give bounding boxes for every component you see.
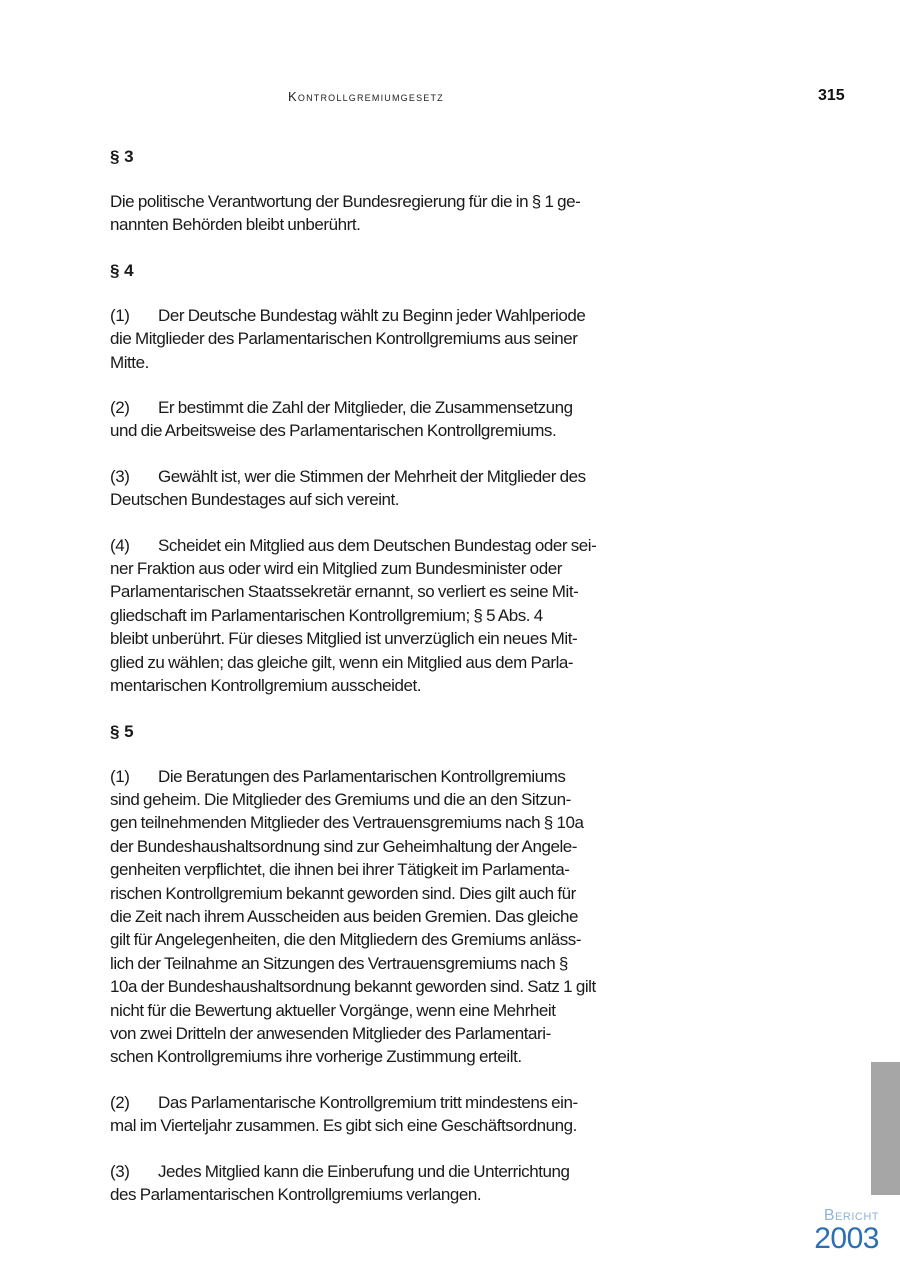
line-text: ner Fraktion aus oder wird ein Mitglied zum Bundesminister oder [110, 559, 562, 579]
line-text: lich der Teilnahme an Sitzungen des Vertrauensgremiums nach § [110, 953, 568, 973]
paragraph [110, 190, 666, 237]
line-text: gilt für Angelegenheiten, die den Mitgliedern des Gremiums anläss- [110, 930, 582, 950]
text-line [110, 952, 666, 975]
line-text: Jedes Mitglied kann die Einberufung und die Unterrichtung [158, 1161, 570, 1181]
line-text: die Zeit nach ihrem Ausscheiden aus beiden Gremien. Das gleiche [110, 906, 579, 926]
text-line [110, 396, 666, 419]
text-line [110, 213, 666, 236]
text-line [110, 835, 666, 858]
text-line [110, 975, 666, 998]
text-line [110, 651, 666, 674]
line-text: von zwei Dritteln der anwesenden Mitglieder des Parlamentari- [110, 1023, 551, 1043]
text-line [110, 1022, 666, 1045]
text-line [110, 811, 666, 834]
paragraph [110, 1091, 666, 1138]
line-text: rischen Kontrollgremium bekannt geworden sind. Dies gilt auch für [110, 883, 576, 903]
paragraph-number: (2) [110, 398, 130, 418]
text-line [110, 190, 666, 213]
text-line [110, 674, 666, 697]
paragraph [110, 534, 666, 698]
line-text: nannten Behörden bleibt unberührt. [110, 215, 361, 235]
section-heading: § 5 [110, 721, 134, 741]
line-text: nicht für die Bewertung aktueller Vorgänge, wenn eine Mehrheit [110, 1000, 556, 1020]
paragraph-number: (3) [110, 466, 130, 486]
line-text: Er bestimmt die Zahl der Mitglieder, die Zusammensetzung [158, 398, 573, 418]
line-text: des Parlamentarischen Kontrollgremiums verlangen. [110, 1185, 482, 1204]
line-text: gen teilnehmenden Mitglieder des Vertrauensgremiums nach § 10a [110, 813, 584, 833]
section-heading: § 4 [110, 260, 134, 280]
text-line [110, 1160, 666, 1183]
text-line [110, 928, 666, 951]
line-text: genheiten verpflichtet, die ihnen bei ihrer Tätigkeit im Parlamenta- [110, 860, 570, 880]
text-line [110, 488, 666, 511]
paragraph-number: (2) [110, 1092, 130, 1112]
paragraph-number: (1) [110, 766, 130, 786]
line-text: Scheidet ein Mitglied aus dem Deutschen Bundestag oder sei- [158, 535, 597, 555]
text-line [110, 580, 666, 603]
line-text: Gewählt ist, wer die Stimmen der Mehrheit der Mitglieder des [158, 466, 586, 486]
text-line [110, 1045, 666, 1068]
line-text: Die Beratungen des Parlamentarischen Kontrollgremiums [158, 766, 566, 786]
text-line [110, 882, 666, 905]
line-text: Das Parlamentarische Kontrollgremium tritt mindestens ein- [158, 1092, 578, 1112]
line-text: 10a der Bundeshaushaltsordnung bekannt geworden sind. Satz 1 gilt [110, 977, 596, 997]
side-thumb-tab [871, 1062, 900, 1195]
text-line [110, 604, 666, 627]
line-text: mal im Vierteljahr zusammen. Es gibt sich eine Geschäftsordnung. [110, 1116, 577, 1136]
line-text: sind geheim. Die Mitglieder des Gremiums und die an den Sitzun- [110, 789, 571, 809]
text-line [110, 351, 666, 374]
paragraph [110, 465, 666, 512]
line-text: Der Deutsche Bundestag wählt zu Beginn jeder Wahlperiode [158, 305, 586, 325]
paragraph [110, 396, 666, 443]
paragraph [110, 1160, 666, 1207]
text-line [110, 627, 666, 650]
text-line [110, 999, 666, 1022]
text-line [110, 765, 666, 788]
text-line [110, 1091, 666, 1114]
line-text: Mitte. [110, 352, 149, 372]
text-line [110, 905, 666, 928]
text-line [110, 1114, 666, 1137]
line-text: Die politische Verantwortung der Bundesregierung für die in § 1 ge- [110, 192, 581, 211]
line-text: bleibt unberührt. Für dieses Mitglied ist unverzüglich ein neues Mit- [110, 629, 578, 649]
text-line [110, 534, 666, 557]
text-line [110, 788, 666, 811]
text-line [110, 557, 666, 580]
paragraph-number: (1) [110, 305, 130, 325]
line-text: und die Arbeitsweise des Parlamentarischen Kontrollgremiums. [110, 421, 557, 441]
line-text: Parlamentarischen Staatssekretär ernannt, so verliert es seine Mit- [110, 582, 579, 602]
line-text: mentarischen Kontrollgremium ausscheidet. [110, 676, 422, 696]
text-line [110, 419, 666, 442]
line-text: glied zu wählen; das gleiche gilt, wenn ein Mitglied aus dem Parla- [110, 652, 574, 672]
paragraph [110, 304, 666, 374]
text-line [110, 304, 666, 327]
page-number: 315 [818, 87, 845, 104]
law-text-body [110, 145, 666, 1228]
report-brand-logo [814, 1207, 879, 1253]
section-heading: § 3 [110, 147, 134, 166]
line-text: Deutschen Bundestages auf sich vereint. [110, 490, 400, 510]
text-line [110, 327, 666, 350]
paragraph-number: (3) [110, 1161, 130, 1181]
paragraph [110, 765, 666, 1069]
line-text: gliedschaft im Parlamentarischen Kontrollgremium; § 5 Abs. 4 [110, 605, 543, 625]
text-line [110, 465, 666, 488]
brand-year: 2003 [814, 1222, 879, 1255]
text-line [110, 1183, 666, 1206]
running-head-title: Kontrollgremiumgesetz [288, 89, 444, 104]
line-text: der Bundeshaushaltsordnung sind zur Geheimhaltung der Angele- [110, 836, 578, 856]
line-text: die Mitglieder des Parlamentarischen Kontrollgremiums aus seiner [110, 329, 578, 349]
paragraph-number: (4) [110, 535, 130, 555]
line-text: schen Kontrollgremiums ihre vorherige Zustimmung erteilt. [110, 1047, 522, 1067]
text-line [110, 858, 666, 881]
brand-word: Bericht [823, 1207, 879, 1224]
